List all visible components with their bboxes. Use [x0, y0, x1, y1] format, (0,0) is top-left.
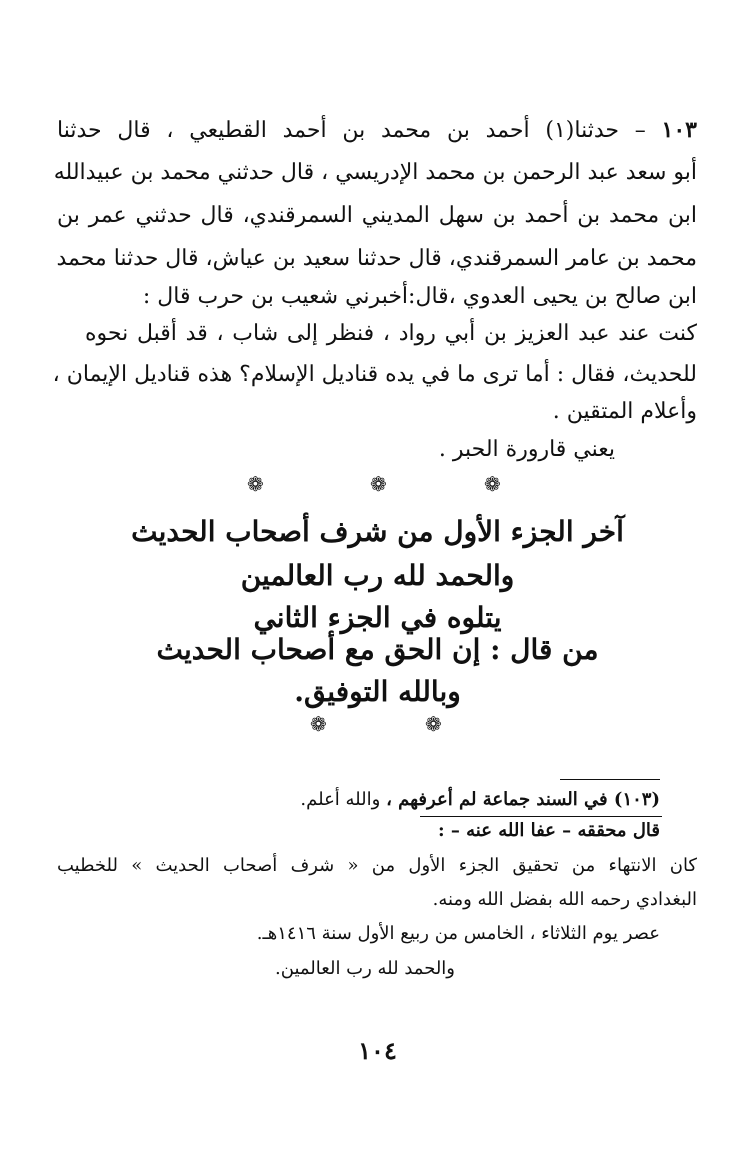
footnote-1-bold: (١٠٣) في السند جماعة لم أعرفهم ، — [386, 789, 660, 810]
body-line-1-text: – حدثنا(١) أحمد بن محمد بن أحمد القطيعي ، قال حدثنا — [57, 118, 646, 143]
ornament-icon: ❁ — [484, 472, 501, 496]
closing-line-1: آخر الجزء الأول من شرف أصحاب الحديث — [131, 515, 624, 548]
footnote-1-rest: والله أعلم. — [300, 789, 381, 810]
closing-line-2: والحمد لله رب العالمين — [240, 559, 515, 592]
body-line-1 — [57, 112, 697, 149]
body-line-3: ابن محمد بن أحمد بن سهل المديني السمرقندي، قال حدثني عمر بن — [57, 203, 697, 228]
editor-heading: قال محققه – عفا الله عنه – : — [437, 820, 660, 841]
footnote-1 — [300, 786, 660, 814]
body-line-2: أبو سعد عبد الرحمن بن محمد الإدريسي ، قال حدثني محمد بن عبيدالله — [53, 160, 697, 185]
ornament-icon: ❁ — [425, 712, 442, 736]
body-line-7: للحديث، فقال : أما ترى ما في يده قناديل الإسلام؟ هذه قناديل الإيمان ، — [52, 362, 697, 387]
editor-note-line-3: عصر يوم الثلاثاء ، الخامس من ربيع الأول سنة ١٤١٦هـ. — [256, 923, 660, 944]
body-line-6: كنت عند عبد العزيز بن أبي رواد ، فنظر إلى شاب ، قد أقبل نحوه — [85, 321, 697, 346]
ornament-icon: ❁ — [310, 712, 327, 736]
body-line-5: ابن صالح بن يحيى العدوي ،قال:أخبرني شعيب بن حرب قال : — [142, 284, 697, 309]
hadith-number: ١٠٣ — [661, 117, 697, 143]
closing-line-5: وبالله التوفيق. — [294, 675, 461, 708]
page-number: ١٠٤ — [358, 1036, 397, 1065]
body-line-9: يعني قارورة الحبر . — [438, 437, 615, 462]
ornament-icon: ❁ — [247, 472, 264, 496]
closing-line-4: من قال : إن الحق مع أصحاب الحديث — [156, 633, 599, 666]
ornament-icon: ❁ — [370, 472, 387, 496]
body-line-8: وأعلام المتقين . — [552, 399, 697, 424]
editor-note-line-4: والحمد لله رب العالمين. — [275, 958, 455, 979]
editor-note-line-2: البغدادي رحمه الله بفضل الله ومنه. — [432, 889, 697, 910]
closing-line-3: يتلوه في الجزء الثاني — [253, 601, 502, 634]
editor-note-line-1: كان الانتهاء من تحقيق الجزء الأول من « شرف أصحاب الحديث » للخطيب — [57, 855, 697, 876]
body-line-4: محمد بن عامر السمرقندي، قال حدثنا سعيد بن عياش، قال حدثنا محمد — [56, 246, 697, 271]
footnote-rule — [560, 779, 660, 780]
